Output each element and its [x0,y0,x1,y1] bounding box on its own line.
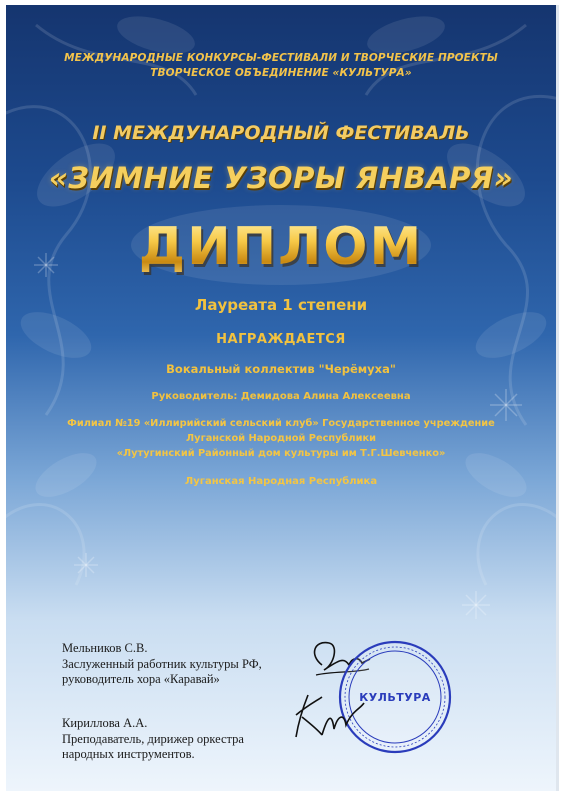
festival-title-line-2: «ЗИМНИЕ УЗОРЫ ЯНВАРЯ» [48,161,514,195]
signatory-1 [62,641,262,688]
signatory-1-name: Мельников С.В. [62,641,148,655]
organizer-line-1: МЕЖДУНАРОДНЫЕ КОНКУРСЫ-ФЕСТИВАЛИ И ТВОРЧЕСКИЕ ПРОЕКТЫ [64,52,498,64]
stamp-label: КУЛЬТУРА [359,691,431,704]
award-degree: Лауреата 1 степени [194,296,368,314]
diploma-heading: ДИПЛОМ [6,217,556,277]
handwritten-signature-2 [288,685,368,745]
institution-line-3: «Лутугинский Районный дом культуры им Т.Г.Шевченко» [116,448,446,459]
awarded-label: НАГРАЖДАЕТСЯ [216,332,346,347]
region-name: Луганская Народная Республика [184,476,378,487]
institution-line-2: Луганской Народной Республики [186,433,376,444]
signatory-2 [62,716,244,763]
diploma-page [6,5,559,791]
organizer-line-2: ТВОРЧЕСКОЕ ОБЪЕДИНЕНИЕ «КУЛЬТУРА» [150,67,412,79]
institution-line-1: Филиал №19 «Иллирийский сельский клуб» Государственное учреждение [67,418,495,429]
signatory-1-title-1: Заслуженный работник культуры РФ, [62,656,262,671]
festival-title-line-1: II МЕЖДУНАРОДНЫЙ ФЕСТИВАЛЬ [92,122,470,144]
leader-name: Руководитель: Демидова Алина Алексеевна [151,391,411,402]
recipient-name: Вокальный коллектив "Черёмуха" [166,362,396,376]
signatory-2-title-1: Преподаватель, дирижер оркестра [62,731,244,746]
signatory-1-title-2: руководитель хора «Каравай» [62,672,220,686]
signatory-2-title-2: народных инструментов. [62,747,195,761]
signatory-2-name: Кириллова А.А. [62,716,148,730]
